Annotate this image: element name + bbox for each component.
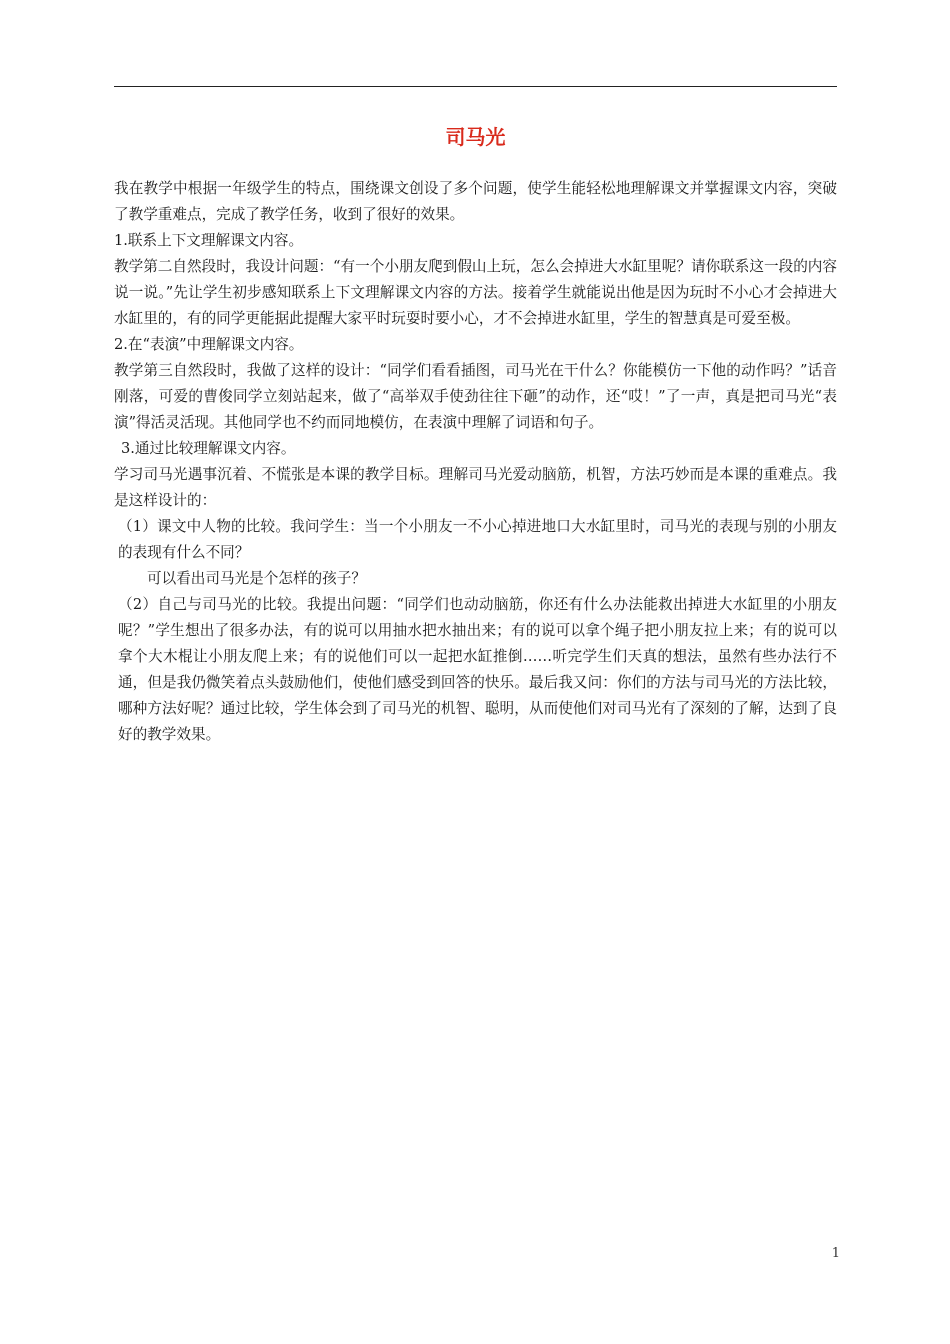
header-rule [114,86,837,87]
page-title: 司马光 [445,125,506,149]
comparison-item-1: （1）课文中人物的比较。我问学生：当一个小朋友一不小心掉进地口大水缸里时，司马光的表现与别的小朋友的表现有什么不同？ [118,518,837,561]
section-heading-2: 2.在“表演”中理解课文内容。 [114,336,304,353]
section-paragraph-3: 学习司马光遇事沉着、不慌张是本课的教学目标。理解司马光爱动脑筋，机智，方法巧妙而是本课的重难点。我是这样设计的： [114,466,837,509]
section-paragraph-2: 教学第三自然段时，我做了这样的设计：“同学们看看插图，司马光在干什么？你能模仿一下他的动作吗？”话音刚落，可爱的曹俊同学立刻站起来，做了“高举双手使劲往往下砸”的动作，还“哎！”了一声，真是把司马光“表演”得活灵活现。其他同学也不约而同地模仿，在表演中理解了词语和句子。 [114,362,837,431]
intro-paragraph: 我在教学中根据一年级学生的特点，围绕课文创设了多个问题，使学生能轻松地理解课文并掌握课文内容，突破了教学重难点，完成了教学任务，收到了很好的效果。 [114,180,837,223]
document-body [114,176,837,748]
comparison-item-2: （2）自己与司马光的比较。我提出问题：“同学们也动动脑筋，你还有什么办法能救出掉进大水缸里的小朋友呢？”学生想出了很多办法，有的说可以用抽水把水抽出来；有的说可以拿个绳子把小朋友拉上来；有的说可以拿个大木棍让小朋友爬上来；有的说他们可以一起把水缸推倒……听完学生们天真的想法，虽然有些办法行不通，但是我仍微笑着点头鼓励他们，使他们感受到回答的快乐。最后我又问：你们的方法与司马光的方法比较，哪种方法好呢？通过比较，学生体会到了司马光的机智、聪明，从而使他们对司马光有了深刻的了解，达到了良好的教学效果。 [118,596,838,743]
comparison-question: 可以看出司马光是个怎样的孩子？ [147,570,366,587]
page-number: 1 [831,1246,840,1261]
section-heading-3: 3.通过比较理解课文内容。 [121,440,296,457]
section-heading-1: 1.联系上下文理解课文内容。 [114,232,304,249]
section-paragraph-1: 教学第二自然段时，我设计问题：“有一个小朋友爬到假山上玩，怎么会掉进大水缸里呢？请你联系这一段的内容说一说。”先让学生初步感知联系上下文理解课文内容的方法。接着学生就能说出他是因为玩时不小心才会掉进大水缸里的，有的同学更能据此提醒大家平时玩耍时要小心，才不会掉进水缸里，学生的智慧真是可爱至极。 [114,258,837,327]
